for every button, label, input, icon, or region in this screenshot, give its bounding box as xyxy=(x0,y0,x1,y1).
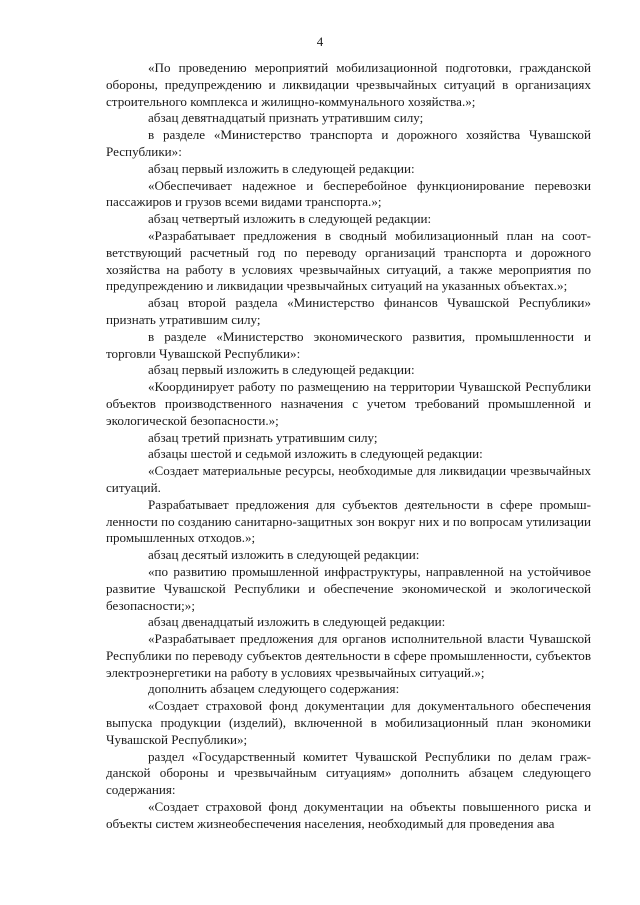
paragraph: дополнить абзацем следующего содержания: xyxy=(148,681,400,697)
paragraph: абзац второй раздела «Министерство финансов Чувашской Республики» признать утратившим силу; xyxy=(106,295,591,327)
paragraph: раздел «Государственный комитет Чувашской Республики по делам гражданской обороны и чрезвычайным ситуациям» дополнить абзацем следующего содержания: xyxy=(106,748,591,798)
paragraph: абзацы шестой и седьмой изложить в следующей редакции: xyxy=(148,446,483,462)
paragraph: абзац первый изложить в следующей редакции: xyxy=(148,160,415,176)
paragraph: «по развитию промышленной инфраструктуры, направленной на устойчивое развитие Чувашской Республики и обеспечение экономической и экологической безопасности;»; xyxy=(106,563,591,613)
paragraph: «Создает страховой фонд документации для документального обеспечения выпуска продукции (изделий), включенной в мобилизационный план экономики Чувашской Республики»; xyxy=(106,698,591,747)
document-body xyxy=(106,60,591,833)
paragraph: в разделе «Министерство транспорта и дорожного хозяйства Чувашской Республики»: xyxy=(106,127,591,159)
paragraph: «Создает страховой фонд документации на объекты повышенного риска и объекты систем жизнеобеспечения населения, необходимый для проведения ава xyxy=(106,799,591,831)
paragraph: абзац двенадцатый изложить в следующей редакции: xyxy=(148,614,446,630)
paragraph: «По проведению мероприятий мобилизационной подготовки, гражданской обороны, предупреждению и ликвидации чрезвычайных ситуаций в организациях строительного комплекса и жилищно-коммунального хозяйства.»; xyxy=(106,60,591,109)
paragraph: абзац третий признать утратившим силу; xyxy=(148,429,378,445)
paragraph: Разрабатывает предложения для субъектов деятельности в сфере промышленности по созданию санитарно-защитных зон вокруг них и по вопросам утилизации промышленных отходов.»; xyxy=(106,496,591,546)
paragraph: «Создает материальные ресурсы, необходимые для ликвидации чрезвычайных ситуаций. xyxy=(106,463,591,495)
paragraph: «Разрабатывает предложения для органов исполнительной власти Чувашской Республики по переводу субъектов деятельности в сфере промышленности, субъектов электроэнергетики на работу в условиях чрезвычайных ситуаций.»; xyxy=(106,631,591,680)
paragraph: «Координирует работу по размещению на территории Чувашской Республики объектов производственного назначения с учетом требований промышленной и экологической безопасности.»; xyxy=(106,379,591,428)
paragraph: абзац десятый изложить в следующей редакции: xyxy=(148,547,420,563)
paragraph: абзац первый изложить в следующей редакции: xyxy=(148,362,415,378)
paragraph: «Обеспечивает надежное и бесперебойное функционирование перевозки пассажиров и грузов всеми видами транспорта.»; xyxy=(106,177,591,210)
paragraph: абзац четвертый изложить в следующей редакции: xyxy=(148,211,432,227)
paragraph: в разделе «Министерство экономического развития, промышленности и торговли Чувашской Республики»: xyxy=(106,328,591,361)
paragraph: абзац девятнадцатый признать утратившим силу; xyxy=(148,110,424,126)
page-number: 4 xyxy=(316,34,324,49)
paragraph: «Разрабатывает предложения в сводный мобилизационный план на соответствующий расчетный год по переводу организаций транспорта и дорожного хозяйства на работу в условиях чрезвычайных ситуаций, а также мероприятия по предупреждению и ликвидации чрезвычайных ситуаций на указанных объектах.»; xyxy=(106,227,591,294)
